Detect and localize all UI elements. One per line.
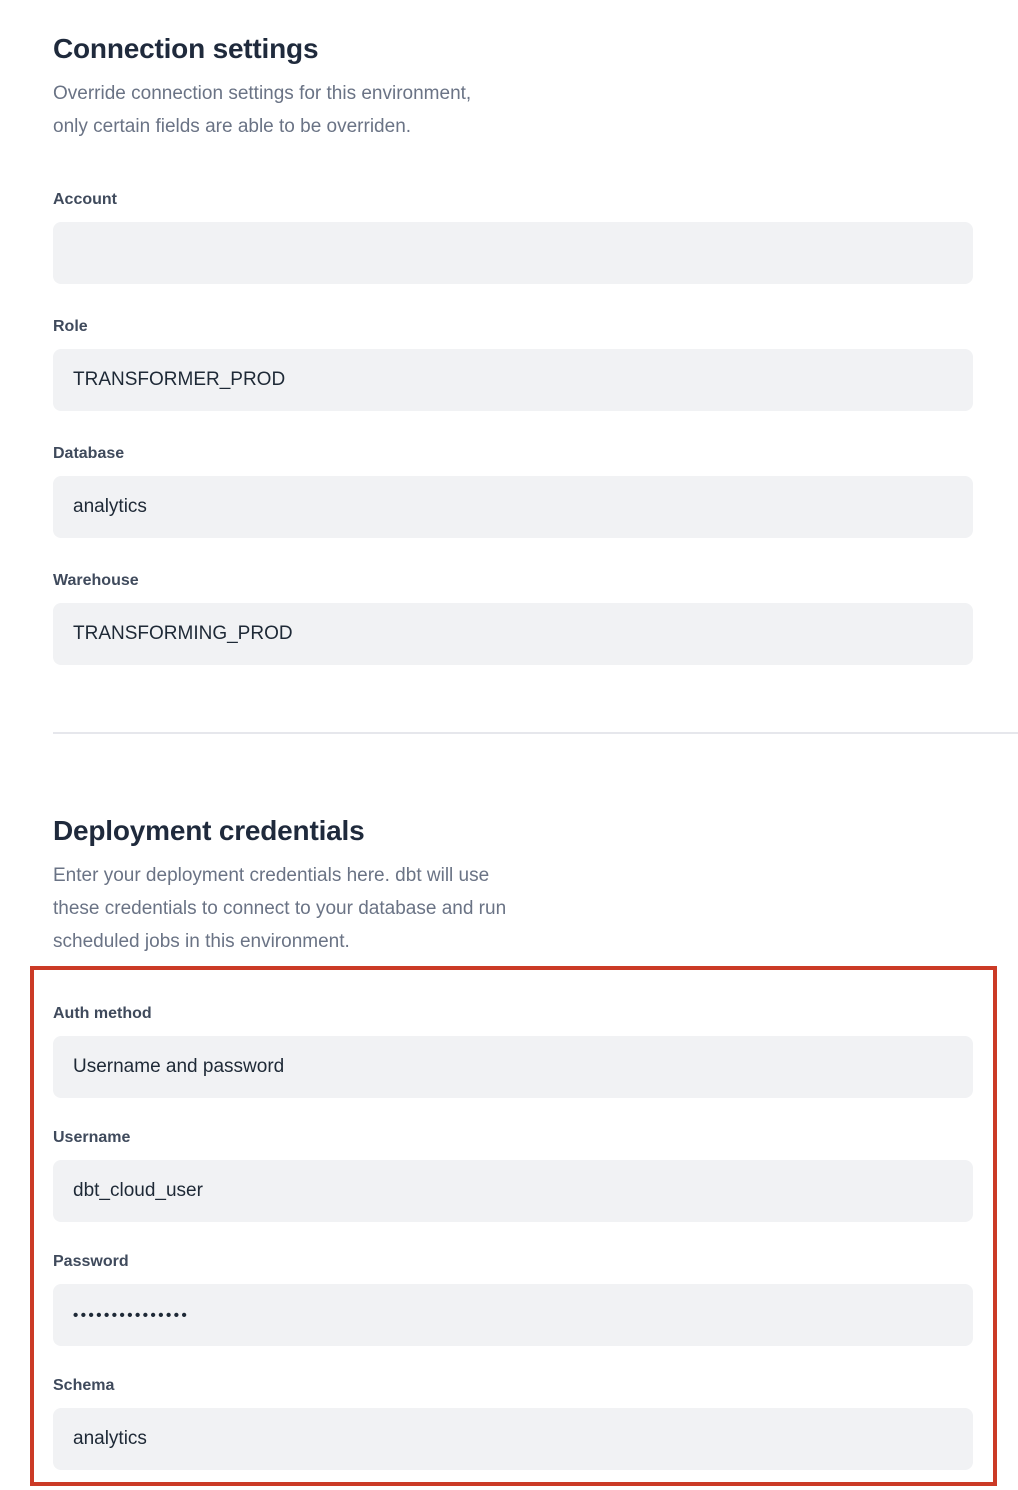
auth-method-label: Auth method xyxy=(53,1005,152,1022)
deployment-credentials-title: Deployment credentials xyxy=(53,815,365,846)
warehouse-field-group xyxy=(53,571,973,665)
connection-settings-title: Connection settings xyxy=(53,33,319,64)
role-field-group xyxy=(53,317,973,411)
password-input[interactable] xyxy=(53,1284,973,1346)
description-line: scheduled jobs in this environment. xyxy=(53,931,350,952)
deployment-credentials-description xyxy=(53,859,593,958)
schema-input[interactable] xyxy=(53,1408,973,1470)
username-label: Username xyxy=(53,1129,131,1146)
database-label: Database xyxy=(53,445,125,462)
account-field-group xyxy=(53,190,973,284)
role-label: Role xyxy=(53,318,88,335)
connection-settings-section xyxy=(53,34,973,665)
section-divider xyxy=(53,732,1018,734)
deployment-credentials-section xyxy=(53,816,973,1486)
password-field-group xyxy=(53,1252,973,1346)
deployment-credentials-highlight-box xyxy=(30,966,997,1486)
password-label: Password xyxy=(53,1253,129,1270)
account-input[interactable] xyxy=(53,222,973,284)
database-input[interactable] xyxy=(53,476,973,538)
connection-settings-description xyxy=(53,77,593,143)
database-field-group xyxy=(53,444,973,538)
auth-method-input[interactable] xyxy=(53,1036,973,1098)
schema-field-group xyxy=(53,1376,973,1470)
settings-content xyxy=(53,0,973,1486)
warehouse-input[interactable] xyxy=(53,603,973,665)
description-line: Override connection settings for this environment, xyxy=(53,83,472,104)
description-line: Enter your deployment credentials here. dbt will use xyxy=(53,865,490,886)
username-input[interactable] xyxy=(53,1160,973,1222)
auth-method-field-group xyxy=(53,1004,973,1098)
username-field-group xyxy=(53,1128,973,1222)
description-line: these credentials to connect to your database and run xyxy=(53,898,507,919)
account-label: Account xyxy=(53,191,117,208)
description-line: only certain fields are able to be overriden. xyxy=(53,116,412,137)
schema-label: Schema xyxy=(53,1377,115,1394)
warehouse-label: Warehouse xyxy=(53,572,139,589)
role-input[interactable] xyxy=(53,349,973,411)
